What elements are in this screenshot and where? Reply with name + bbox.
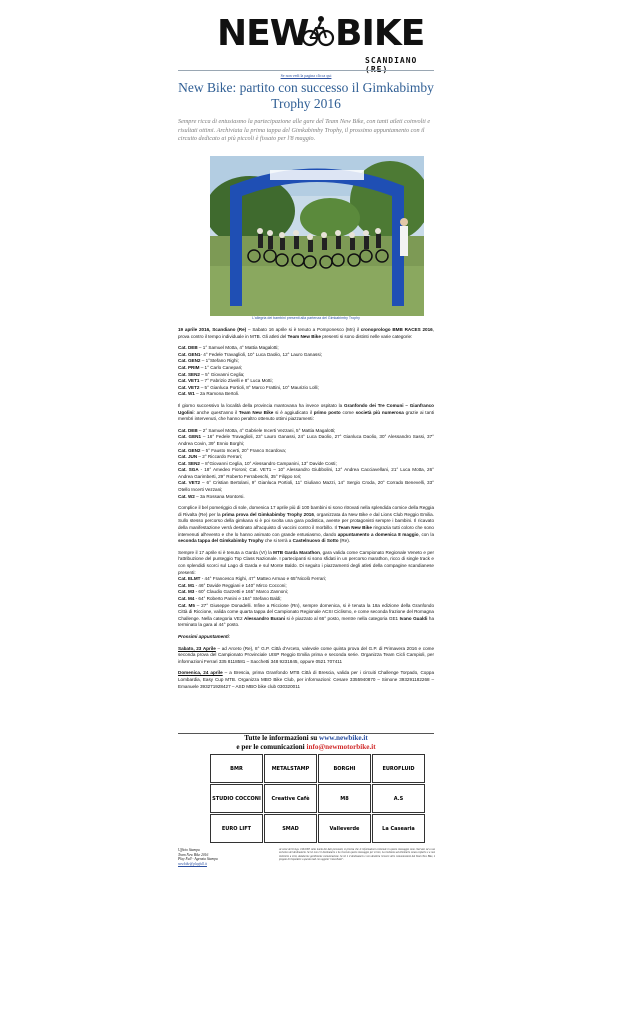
paragraph-bmb-races: 19 aprile 2016, Scandiano (Re) – Sabato 16 aprile si è tenuto a Pomponesco (Mn) il cronoprologo BMB RACES 2016, prova contro il tempo individuale in MTB. Gli atleti del Team New Bike presenti si sono distinti nelle varie categorie: [178, 327, 434, 339]
website-link[interactable]: www.newbike.it [319, 734, 368, 742]
sponsor-logo[interactable]: STUDIO COCCONI [210, 784, 263, 813]
result-line: Cat. VET2 – 6° Cristian Bertolani, 9° Gianluca Portioli, 11° Giuliano Mazzi, 14° Sergio Croda, 20° Corrado Benevelli, 33° Otello Incerti Vezzani; [178, 480, 434, 493]
race-start-photo-illustration [210, 156, 424, 316]
header-divider [178, 70, 434, 71]
press-office: Ufficio Stampa Team New Bike 2016 Play Full - Agenzia Stampa newbike@playfull.it [178, 848, 268, 866]
view-online-link[interactable]: Se non vedi la pagina clicca qui [280, 73, 332, 78]
cyclist-icon [301, 14, 335, 48]
article-title: New Bike: partito con successo il Gimkabimby Trophy 2016 [178, 80, 434, 111]
results-list-bmb-races [178, 345, 434, 398]
paragraph-garda-marathon: Sempre il 17 aprile si è tenuta a Garda (Vr) la MTB Garda Marathon, gara valida come Campionato Regionale Veneto e per l'attribuzione del punteggio Top Class Nazionale. I partecipanti si sono sfidati in un percorso marathon, ricco di single track e con splendidi scorci sul Lago di Garda e sul Monte Baldo. Di seguito i piazzamenti degli atleti della compagine scandianese presenti: [178, 549, 434, 575]
result-line: Cat. SEN2 – 5° Giovanni Ceglia; [178, 371, 245, 377]
sponsor-logo[interactable]: SMAD [264, 814, 317, 843]
result-line: Cat. DEB – 1° Samuel Motta, 4° Mattia Magalotti; [178, 345, 279, 351]
sponsor-logo[interactable]: Creative Cafè [264, 784, 317, 813]
new-bike-logo [215, 8, 425, 68]
result-line: Cat. M1 - 46° Davide Reggiani e 140° Mirco Cocconi; [178, 582, 287, 588]
next-events-heading: Prossimi appuntamenti: [178, 633, 231, 639]
sponsor-logo[interactable]: Valleverde [318, 814, 371, 843]
sponsor-logo[interactable]: BMR [210, 754, 263, 783]
privacy-notice: Ai sensi del D.Lgs. 196/2003 sulla tutela dei dati personali, si precisa che le informazioni contenute in questo messaggio sono riservate ed a uso esclusivo del destinatario. Se lei non è il destinatario e ha ricevuto questo messaggio per errore, La invitiamo ad eliminarlo senza copiarlo e a non inoltrarlo a terzi, dandocene gentilmente comunicazione. Se lei è il destinatario e non desidera ricevere altre comunicazioni dal Team New Bike, è pregato di rispondere a questa mail con oggetto "cancellami". [279, 848, 435, 862]
result-line: Cat. W2 – 3a Rossana Montorsi. [178, 493, 245, 499]
sponsor-logo[interactable]: La Casearia [372, 814, 425, 843]
sponsor-logo[interactable]: BORGHI [318, 754, 371, 783]
sponsor-logo[interactable]: EUROFLUID [372, 754, 425, 783]
sponsor-logo[interactable]: METALSTAMP [264, 754, 317, 783]
sponsor-logo[interactable]: A.S [372, 784, 425, 813]
result-line: Cat. GEN1 – 16° Fedele Travaglioli, 23° Lauro Ganassi, 24° Luca Daolio, 27° Gianluca Daolio, 30° Alessandro Sassi, 37° Andrea Covin, 39° Ennio Borghi; [178, 434, 434, 446]
result-line: Cat. GEN2 – 5° Fausto Incerti, 20° Franco Scardova; [178, 447, 287, 453]
sponsor-logo[interactable]: M8 [318, 784, 371, 813]
press-office-email-link[interactable]: newbike@playfull.it [178, 861, 207, 866]
result-line: Cat. M3 - 60° Claudio Gazzetti e 165° Marco Zannoni; [178, 589, 289, 595]
sponsor-logo[interactable]: EURO LIFT [210, 814, 263, 843]
result-line: Cat. SGA - 18° Amedeo Fioroni; Cat. VET1 – 10° Alessandro Giubbolini, 12° Andrea Cacciavellani, 21° Luca Motta, 26° Andrea Garimberti, 29° Roberto Ferrabeschi, 35° Filippo Iori; [178, 467, 434, 479]
result-line: Cat. ELMT - 44° Francesco Righi, 47° Matteo Armao e 65°Nicolò Ferrari; [178, 576, 327, 582]
sponsor-grid [210, 754, 426, 844]
logo-subtitle: SCANDIANO [365, 56, 418, 65]
paragraph-granfondo-tre-comuni: Il giorno successivo la località della provincia mantovana ha invece ospitato la Granfondo dei Tre Comuni – Gianfranco Ugolini: anche quest'anno il Team New Bike si è aggiudicato il primo posto come società più numerosa grazie ai tanti membri intervenuti, che hanno peraltro ottenuto ottimi piazzamenti: [178, 402, 434, 422]
result-line: Cat. GEN2 – 1°Stefano Righi; [178, 358, 239, 364]
article-lead: Sempre ricca di entusiasmo la partecipazione alle gare del Team New Bike, con tanti atleti coinvolti e risultati ottimi. Archiviata la prima tappa del Gimkabimby Trophy, il prossimo appuntamento con il circuito dedicato ai più piccoli è fissato per l'8 maggio. [178, 118, 431, 143]
result-line: Cat. PRIM – 1° Carlo Canepari; [178, 364, 243, 370]
photo-caption: L'allegria dei bambini presenti alla partenza del Gimkabimby Trophy [252, 316, 360, 320]
result-line: Cat. DEB – 2° Samuel Motta, 4° Gabriele Incerti Vezzani, 5° Mattia Magalotti; [178, 427, 336, 433]
next-event-arceto: Sabato, 23 Aprile – ad Arceto (Re), 8° G.P. Città d'Arceto, valevole come quinta prova del G.P. di Primavera 2016 e come seconda prova del Campionato Provinciale UISP Reggio Emilia prima e seconda serie. Organizza Team Cicli Campioli, per informazioni Ferrari 335 8118581 – Sacchetti 348 9231845, oppure 0521 707411 [178, 645, 434, 664]
logo-word-bike: BIKE [335, 13, 425, 54]
result-line: Cat. W1 – 2a Ramona Bertoli. [178, 391, 240, 397]
article-body [178, 327, 434, 690]
next-event-brescia: Domenica, 24 aprile – a Brescia, prima Granfondo MTB Città di Brescia, valida per i circuiti Challenge Torpado, Coppa Lombardia, Easy Cup MTB. Organizza MBO Bike Club, per informazioni: Cesare 3355940870 – Simone 393291182268 – Emanuele 393271928427 – ASD MBO bike club 030320011 [178, 670, 434, 689]
results-list-garda [178, 576, 434, 602]
paragraph-gimkabimby: Complice il bel pomeriggio di sole, domenica 17 aprile più di 100 bambini si sono ritrovati nella splendida cornice della Reggia di Rivalta (Re) per la prima prova del Gimkabimby Trophy 2016, organizzata da New Bike e dal Lions Club Reggio Emilia. Sullo stesso percorso della gimkana si è poi svolta una gara podistica, avente per protagonisti sempre i bambini. Il ricavato della manifestazione verrà destinato all'acquisto di vaccini contro il morbillo. Il Team New Bike ringrazia tutti coloro che sono intervenuti all'evento e che lo hanno animato con grande entusiasmo, dando appuntamento a domenica 8 maggio, con la seconda tappa del Gimkabimby Trophy che si terrà a Castelnuovo di Sotto (Re). [178, 505, 435, 544]
result-line: Cat. GEN1- 4° Fedele Travaglioli, 10° Luca Daolio, 12° Lauro Ganassi; [178, 351, 322, 357]
logo-word-new: NEW [217, 13, 309, 54]
result-line: Cat. JUN – 2° Riccardo Ferrari; [178, 454, 243, 460]
race-start-photo [210, 156, 424, 316]
paragraph-riccione: Cat. M5 – 27° Giuseppe Donadelli. Infine a Riccione (Rn), sempre domenica, si è tenuta la 18a edizione della Granfondo Città di Riccione, valida come quarta tappa del Campionato Regionale ACSI Ciclismo, e come seconda frazione del Romagna Challenge. Nella categoria VE2 Alessandro Burani si è piazzato al 66° posto, mentre nella categoria GE1 Ivano Gualdi ha terminato la gara al 44° posto. [178, 602, 435, 628]
result-line: Cat. VET2 – 5° Gianluca Portioli, 8° Marco Frattini, 10° Maurizio Lolli; [178, 384, 319, 390]
email-link[interactable]: info@newmotorbike.it [306, 743, 376, 751]
result-line: Cat. VET1 – 7° Fabrizio Zivelli e 8° Luca Motti; [178, 378, 273, 384]
result-line: Cat. M4 - 64° Roberto Panini e 164° Stefano Baldi; [178, 595, 282, 601]
footer-info: Tutte le informazioni su www.newbike.it e per le comunicazioni info@newmotorbike.it [236, 734, 376, 751]
results-list-granfondo [178, 428, 434, 501]
result-line: Cat. SEN2 – 8°Giovanni Ceglia, 10° Alessandro Campanini, 13° Davide Costi; [178, 460, 337, 466]
